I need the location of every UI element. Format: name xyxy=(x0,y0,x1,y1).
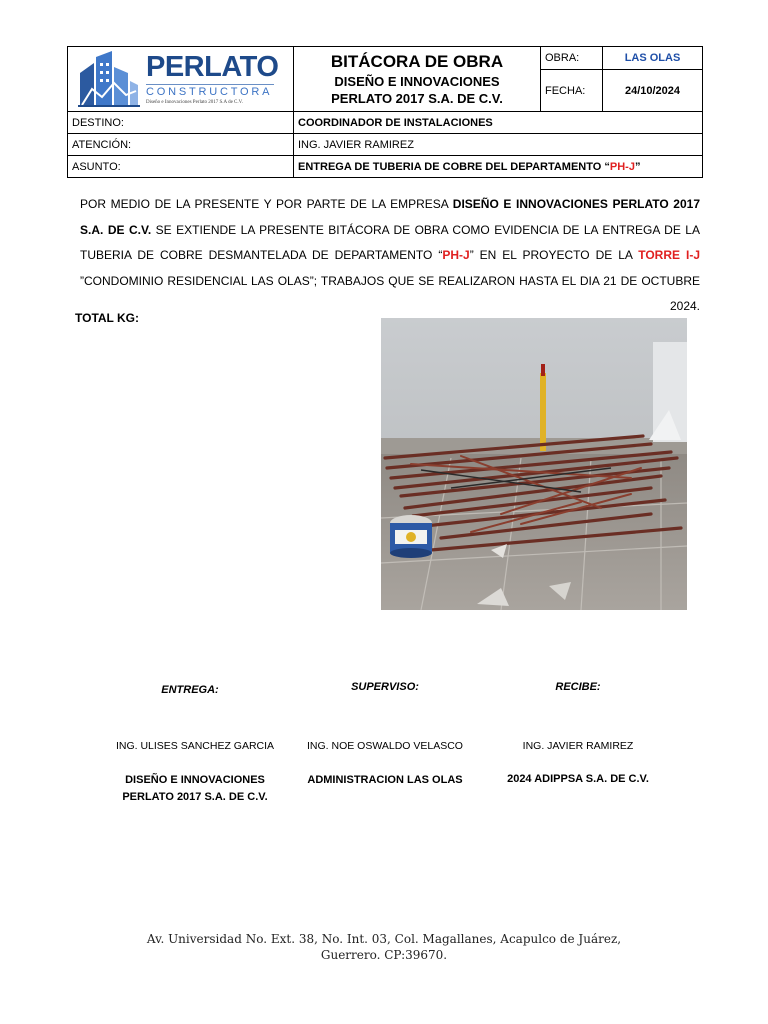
asunto-prefix: ENTREGA DE TUBERIA DE COBRE DEL DEPARTAMENTO “ xyxy=(298,160,610,173)
fecha-value: 24/10/2024 xyxy=(603,70,703,112)
paragraph-text-4: ”CONDOMINIO RESIDENCIAL LAS OLAS”; TRABAJOS QUE SE REALIZARON HASTA EL DIA 21 DE OCTUBRE 2024. xyxy=(80,273,700,313)
total-kg-label: TOTAL KG: xyxy=(75,311,139,325)
evidence-photo xyxy=(381,318,687,610)
header-table xyxy=(67,46,703,178)
company-line-1: DISEÑO E INNOVACIONES xyxy=(334,74,500,90)
document-title: BITÁCORA DE OBRA xyxy=(330,52,504,72)
obra-value: LAS OLAS xyxy=(603,47,703,70)
body-paragraph xyxy=(80,192,700,320)
footer-line-2: Guerrero. CP:39670. xyxy=(320,948,448,962)
paragraph-tower: TORRE I-J xyxy=(638,248,700,262)
logo-tagline: Diseño e Innovaciones Perlato 2017 S.A de C.V. xyxy=(146,100,243,105)
paragraph-department: PH-J xyxy=(442,248,470,262)
entrega-organization xyxy=(95,772,295,806)
entrega-name: ING. ULISES SANCHEZ GARCIA xyxy=(115,740,275,752)
asunto-value xyxy=(294,156,703,178)
asunto-label: ASUNTO: xyxy=(68,156,294,178)
recibe-organization: 2024 ADIPPSA S.A. DE C.V. xyxy=(507,773,649,785)
fecha-label: FECHA: xyxy=(541,70,603,112)
asunto-suffix: ” xyxy=(634,160,641,173)
footer-line-1: Av. Universidad No. Ext. 38, No. Int. 03, Col. Magallanes, Acapulco de Juárez, xyxy=(146,932,622,946)
superviso-organization: ADMINISTRACION LAS OLAS xyxy=(307,774,463,786)
logo-brand: PERLATO xyxy=(146,51,279,83)
paragraph-company: DISEÑO E INNOVACIONES PERLATO 2017 S.A. DE C.V. xyxy=(80,197,701,237)
superviso-name: ING. NOE OSWALDO VELASCO xyxy=(307,740,463,752)
atencion-value: ING. JAVIER RAMIREZ xyxy=(294,134,703,156)
entrega-org-line-2: PERLATO 2017 S.A. DE C.V. xyxy=(122,791,268,803)
footer-address xyxy=(120,931,648,963)
company-logo xyxy=(68,47,293,111)
entrega-org-line-1: DISEÑO E INNOVACIONES xyxy=(125,774,265,786)
recibe-name: ING. JAVIER RAMIREZ xyxy=(522,740,634,752)
atencion-label: ATENCIÓN: xyxy=(68,134,294,156)
obra-label: OBRA: xyxy=(541,47,603,70)
paragraph-text-3: ” EN EL PROYECTO DE LA xyxy=(469,248,639,262)
recibe-role: RECIBE: xyxy=(555,681,601,693)
entrega-role: ENTREGA: xyxy=(161,684,219,696)
buildings-logo-icon xyxy=(78,51,140,107)
logo-subtitle: CONSTRUCTORA xyxy=(146,86,273,98)
superviso-role: SUPERVISO: xyxy=(351,681,419,693)
asunto-highlight: PH-J xyxy=(609,160,635,173)
destino-label: DESTINO: xyxy=(68,112,294,134)
paragraph-text-2: SE EXTIENDE LA PRESENTE BITÁCORA DE OBRA COMO EVIDENCIA DE LA ENTREGA DE LA TUBERIA DE COBRE DESMANTELADA DE DEPARTAMENTO “ xyxy=(80,222,700,262)
logo-cell xyxy=(68,47,294,112)
paragraph-text-1: POR MEDIO DE LA PRESENTE Y POR PARTE DE LA EMPRESA xyxy=(80,197,453,211)
company-line-2: PERLATO 2017 S.A. DE C.V. xyxy=(331,90,503,106)
title-cell xyxy=(294,47,541,112)
destino-value: COORDINADOR DE INSTALACIONES xyxy=(294,112,703,134)
